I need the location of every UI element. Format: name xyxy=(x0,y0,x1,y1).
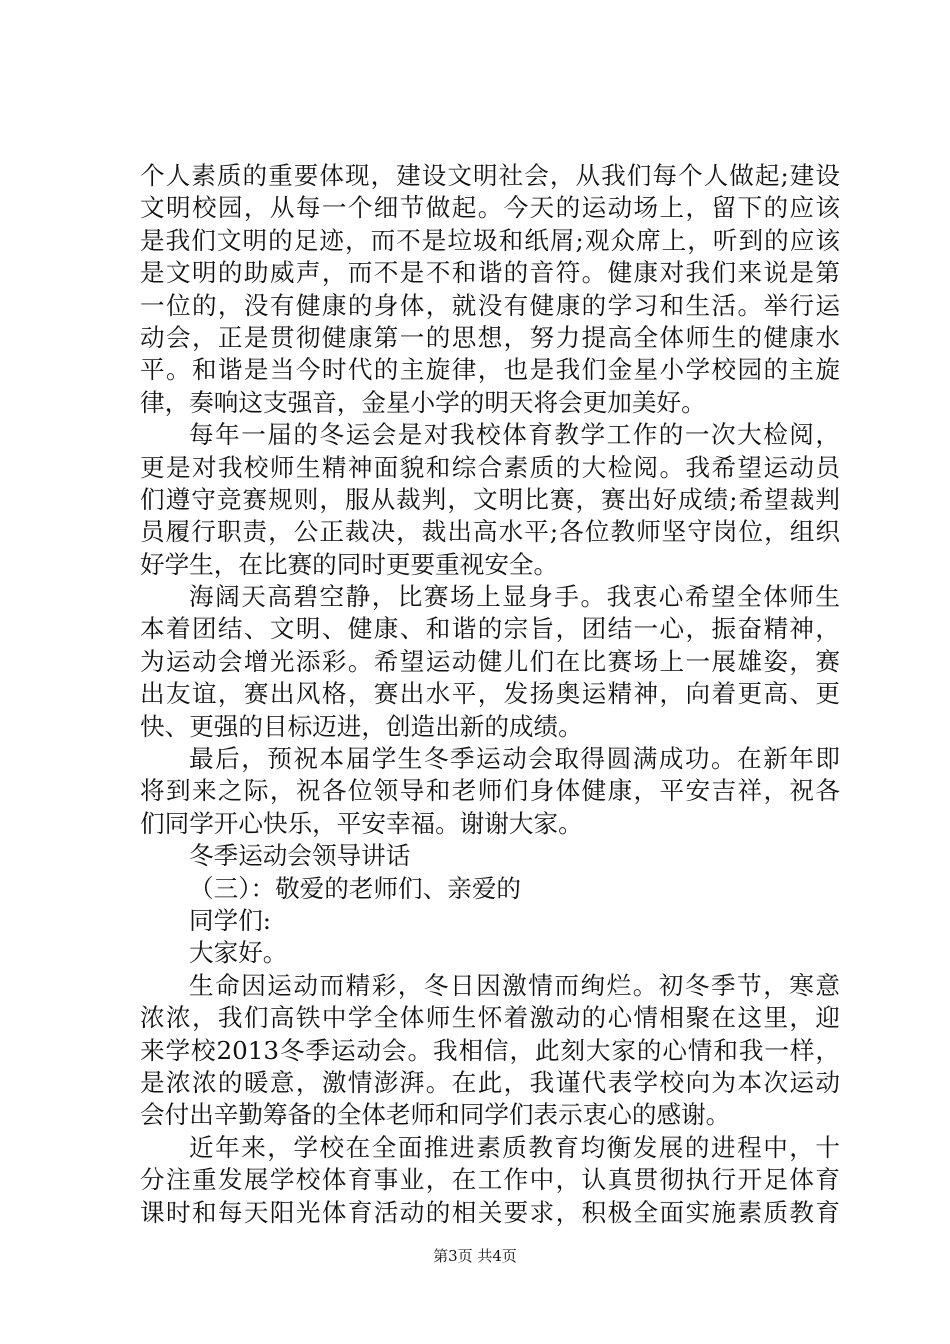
text-line: 文明校园，从每一个细节做起。今天的运动场上，留下的应该 xyxy=(140,193,840,223)
text-line: 更是对我校师生精神面貌和综合素质的大检阅。我希望运动员 xyxy=(140,452,840,482)
text-line: 会付出辛勤筹备的全体老师和同学们表示衷心的感谢。 xyxy=(140,1100,731,1130)
text-line: 本着团结、文明、健康、和谐的宗旨，团结一心，振奋精神， xyxy=(140,614,840,644)
text-line: 们遵守竞赛规则，服从裁判，文明比赛，赛出好成绩;希望裁判 xyxy=(140,484,840,514)
text-line: 课时和每天阳光体育活动的相关要求，积极全面实施素质教育 xyxy=(140,1197,840,1227)
text-line: 动会，正是贯彻健康第一的思想，努力提高全体师生的健康水 xyxy=(140,322,840,352)
page-footer: 第3页 共4页 xyxy=(433,1247,517,1265)
text-line: 将到来之际，祝各位领导和老师们身体健康，平安吉祥，祝各 xyxy=(140,776,840,806)
text-line: 生命因运动而精彩，冬日因激情而绚烂。初冬季节，寒意 xyxy=(189,970,840,1000)
text-line: 海阔天高碧空静，比赛场上显身手。我衷心希望全体师生 xyxy=(189,582,840,612)
text-line: 是文明的助威声，而不是不和谐的音符。健康对我们来说是第 xyxy=(140,258,840,288)
body-text xyxy=(140,160,840,1229)
text-line: 同学们: xyxy=(189,905,272,935)
text-line: 平。和谐是当今时代的主旋律，也是我们金星小学校园的主旋 xyxy=(140,355,840,385)
text-line: 每年一届的冬运会是对我校体育教学工作的一次大检阅， xyxy=(189,420,840,450)
text-line: 个人素质的重要体现，建设文明社会，从我们每个人做起;建设 xyxy=(140,161,840,190)
text-line: 最后，预祝本届学生冬季运动会取得圆满成功。在新年即 xyxy=(189,744,840,774)
text-line: 大家好。 xyxy=(189,938,288,968)
text-line: 近年来，学校在全面推进素质教育均衡发展的进程中，十 xyxy=(189,1132,840,1162)
text-line: 出友谊，赛出风格，赛出水平，发扬奥运精神，向着更高、更 xyxy=(140,679,840,709)
text-line: 律，奏响这支强音，金星小学的明天将会更加美好。 xyxy=(140,387,706,417)
text-line: 分注重发展学校体育事业，在工作中，认真贯彻执行开足体育 xyxy=(140,1165,840,1195)
text-line: 快、更强的目标迈进，创造出新的成绩。 xyxy=(140,711,583,741)
text-line: 为运动会增光添彩。希望运动健儿们在比赛场上一展雄姿，赛 xyxy=(140,646,840,676)
text-line: 们同学开心快乐，平安幸福。谢谢大家。 xyxy=(140,808,583,838)
text-line: 员履行职责，公正裁决，裁出高水平;各位教师坚守岗位，组织 xyxy=(140,517,840,547)
text-line: （三）：敬爱的老师们、亲爱的 xyxy=(189,873,522,903)
text-line: 是浓浓的暖意，激情澎湃。在此，我谨代表学校向为本次运动 xyxy=(140,1067,840,1097)
text-line: 是我们文明的足迹，而不是垃圾和纸屑;观众席上，听到的应该 xyxy=(140,225,840,255)
text-line: 来学校2013冬季运动会。我相信，此刻大家的心情和我一样， xyxy=(140,1035,840,1065)
text-line: 浓浓，我们高铁中学全体师生怀着激动的心情相聚在这里，迎 xyxy=(140,1003,840,1033)
text-line: 冬季运动会领导讲话 xyxy=(189,841,411,871)
text-line: 好学生，在比赛的同时更要重视安全。 xyxy=(140,549,559,579)
text-line: 一位的，没有健康的身体，就没有健康的学习和生活。举行运 xyxy=(140,290,840,320)
